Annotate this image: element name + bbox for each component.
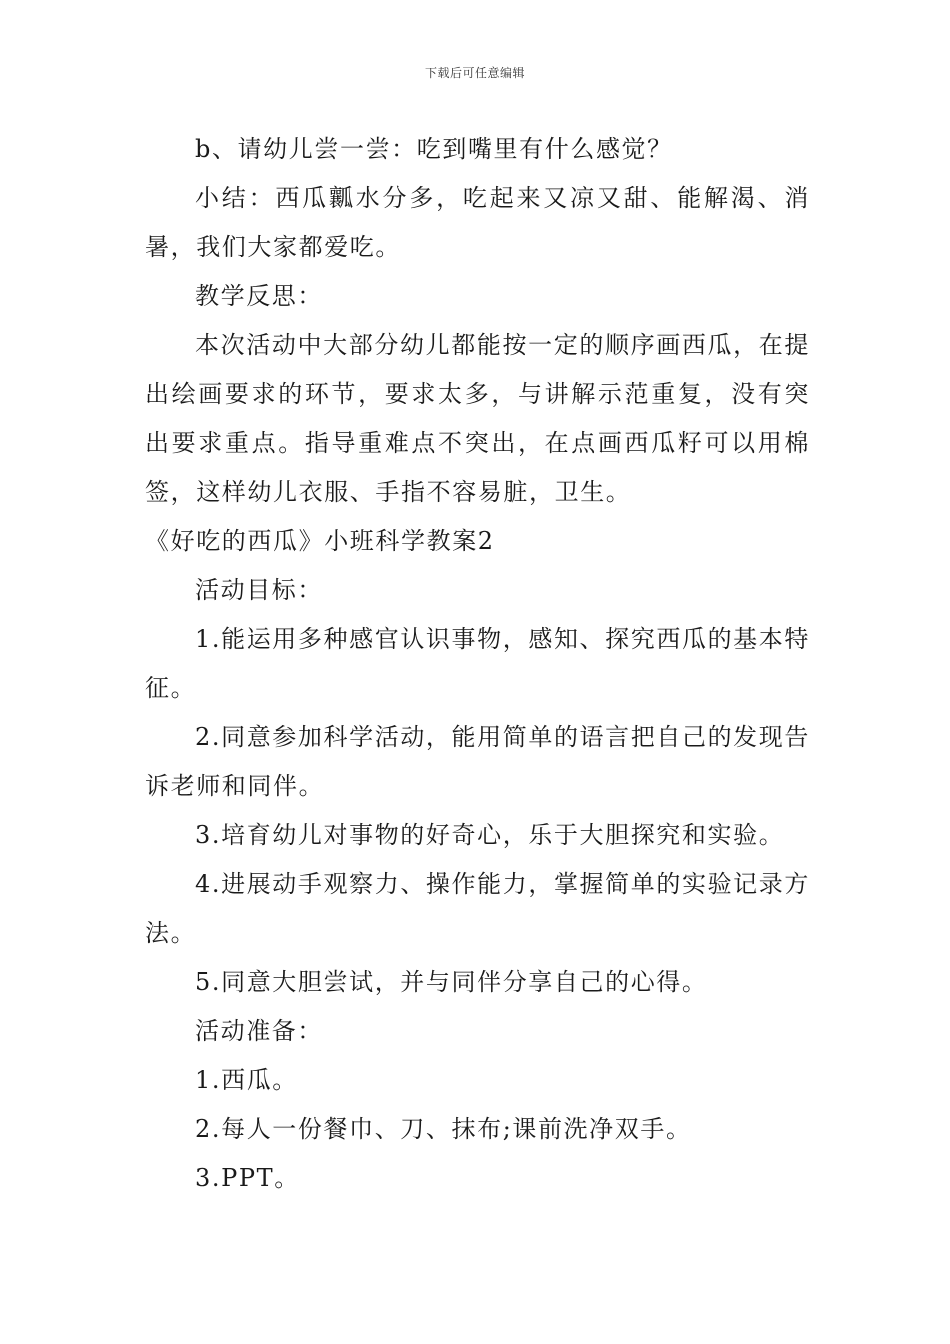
goal-item-2: 2.同意参加科学活动，能用简单的语言把自己的发现告诉老师和同伴。: [145, 723, 810, 800]
lesson-title: 《好吃的西瓜》小班科学教案2: [145, 527, 495, 555]
goal-item-3: 3.培育幼儿对事物的好奇心，乐于大胆探究和实验。: [195, 821, 785, 849]
document-body: [145, 125, 810, 1203]
goal-item-5: 5.同意大胆尝试，并与同伴分享自己的心得。: [195, 968, 708, 996]
heading-activity-preparation: 活动准备：: [195, 1017, 323, 1045]
page-header: 下载后可任意编辑: [424, 66, 525, 80]
goal-item-1: 1.能运用多种感官认识事物，感知、探究西瓜的基本特征。: [145, 625, 810, 702]
heading-teaching-reflection: 教学反思：: [195, 282, 323, 310]
paragraph-reflection: 本次活动中大部分幼儿都能按一定的顺序画西瓜，在提出绘画要求的环节，要求太多，与讲解示范重复，没有突出要求重点。指导重难点不突出，在点画西瓜籽可以用棉签，这样幼儿衣服、手指不容易脏，卫生。: [145, 331, 810, 506]
prep-item-2: 2.每人一份餐巾、刀、抹布;课前洗净双手。: [195, 1115, 692, 1143]
prep-item-3: 3.PPT。: [195, 1164, 300, 1192]
prep-item-1: 1.西瓜。: [195, 1066, 298, 1094]
goal-item-4: 4.进展动手观察力、操作能力，掌握简单的实验记录方法。: [145, 870, 810, 947]
paragraph-summary: 小结：西瓜瓤水分多，吃起来又凉又甜、能解渴、消暑，我们大家都爱吃。: [145, 184, 810, 261]
paragraph-tasting-prompt: b、请幼儿尝一尝：吃到嘴里有什么感觉？: [195, 135, 673, 163]
heading-activity-goals: 活动目标：: [195, 576, 323, 604]
